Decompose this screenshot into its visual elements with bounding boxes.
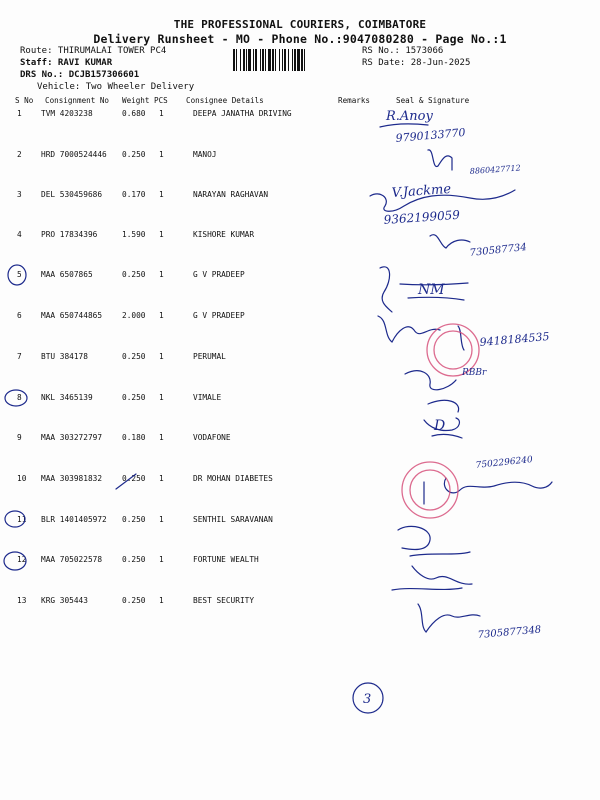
- row-sno: 13: [17, 596, 27, 605]
- barcode-bar: [282, 49, 283, 71]
- row-consignee: BEST SECURITY: [193, 596, 255, 605]
- barcode-image: [232, 49, 354, 71]
- row-consignment: HRD 7000524446: [41, 150, 107, 159]
- barcode-bar: [304, 49, 305, 71]
- rs-date: RS Date: 28-Jun-2025: [362, 58, 471, 68]
- barcode-bar: [272, 49, 274, 71]
- row-sno: 9: [17, 433, 22, 442]
- row-weight: 0.250: [122, 555, 146, 564]
- row-consignment: MAA 303981832: [41, 474, 103, 483]
- row-weight: 0.180: [122, 433, 146, 442]
- barcode-bar: [243, 49, 245, 71]
- table-row: [0, 150, 600, 164]
- table-row: [0, 393, 600, 407]
- company-title: THE PROFESSIONAL COURIERS, COIMBATORE: [173, 18, 427, 31]
- handwritten-name: NM: [418, 282, 445, 298]
- col-pcs: PCS: [154, 96, 168, 105]
- row-pcs: 1: [159, 596, 164, 605]
- barcode-bar: [233, 49, 235, 71]
- barcode-bar: [255, 49, 257, 71]
- row-sno: 6: [17, 311, 22, 320]
- col-remarks: Remarks: [338, 96, 371, 105]
- row-pcs: 1: [159, 555, 164, 564]
- barcode-bar: [248, 49, 251, 71]
- table-row: [0, 109, 600, 123]
- row-consignee: FORTUNE WEALTH: [193, 555, 259, 564]
- table-row: [0, 433, 600, 447]
- signature-stroke: [405, 371, 456, 390]
- row-sno: 10: [17, 474, 27, 483]
- row-consignment: BTU 384178: [41, 352, 88, 361]
- row-consignment: MAA 303272797: [41, 433, 103, 442]
- table-row: [0, 474, 600, 488]
- row-pcs: 1: [159, 433, 164, 442]
- row-sno: 4: [17, 230, 22, 239]
- barcode-bar: [240, 49, 241, 71]
- barcode-bar: [288, 49, 289, 71]
- col-consignment: Consignment No: [45, 96, 110, 105]
- signature-stroke: [398, 526, 430, 549]
- row-sno: 11: [17, 515, 27, 524]
- barcode-bar: [265, 49, 266, 71]
- col-sno: S No: [15, 96, 34, 105]
- drs-label: DRS No.: DCJB157306601: [20, 70, 140, 80]
- barcode-bar: [275, 49, 276, 71]
- row-sno: 5: [17, 270, 22, 279]
- handwritten-phone: 730587734: [469, 242, 528, 259]
- row-consignee: SENTHIL SARAVANAN: [193, 515, 273, 524]
- staff-label: Staff: RAVI KUMAR: [20, 58, 113, 68]
- table-row: [0, 555, 600, 569]
- handwritten-phone: 9418184535: [479, 329, 550, 349]
- col-consignee: Consignee Details: [186, 96, 264, 105]
- table-row: [0, 190, 600, 204]
- row-consignee: G V PRADEEP: [193, 311, 245, 320]
- handwritten-phone: 7502296240: [475, 455, 534, 471]
- barcode-bar: [301, 49, 303, 71]
- barcode-bar: [253, 49, 254, 71]
- handwritten-phone: 9790133770: [395, 125, 466, 145]
- table-row: [0, 270, 600, 284]
- barcode-bar: [260, 49, 261, 71]
- row-weight: 2.000: [122, 311, 146, 320]
- signature-stroke: [392, 588, 462, 590]
- route-label: Route: THIRUMALAI TOWER PC4: [20, 46, 167, 56]
- row-sno: 12: [17, 555, 27, 564]
- row-sno: 7: [17, 352, 22, 361]
- row-pcs: 1: [159, 150, 164, 159]
- row-weight: 0.250: [122, 393, 146, 402]
- row-pcs: 1: [159, 352, 164, 361]
- barcode-bar: [279, 49, 280, 71]
- handwritten-name: RBBr: [462, 368, 487, 378]
- row-sno: 2: [17, 150, 22, 159]
- signature-stroke: [380, 124, 428, 127]
- handwritten-page-number: 3: [363, 692, 372, 707]
- row-weight: 0.250: [122, 515, 146, 524]
- row-consignment: DEL 530459686: [41, 190, 103, 199]
- row-weight: 0.250: [122, 270, 146, 279]
- table-row: [0, 596, 600, 610]
- row-consignment: MAA 650744865: [41, 311, 103, 320]
- vehicle-label: Vehicle: Two Wheeler Delivery: [37, 82, 195, 92]
- handwritten-mark: D: [434, 418, 446, 434]
- row-consignee: G V PRADEEP: [193, 270, 245, 279]
- row-consignee: MANOJ: [193, 150, 217, 159]
- row-consignee: VIMALE: [193, 393, 222, 402]
- signature-stroke: [458, 326, 464, 350]
- barcode-bar: [292, 49, 293, 71]
- handwritten-phone: 8860427712: [469, 163, 521, 176]
- barcode-bar: [294, 49, 296, 71]
- handwritten-phone: 7305877348: [477, 624, 542, 641]
- row-weight: 0.250: [122, 596, 146, 605]
- row-consignee: NARAYAN RAGHAVAN: [193, 190, 269, 199]
- barcode-bar: [284, 49, 286, 71]
- row-pcs: 1: [159, 109, 164, 118]
- page-mark-circle: [353, 683, 383, 713]
- round-stamp: [427, 324, 479, 376]
- row-pcs: 1: [159, 474, 164, 483]
- row-consignment: MAA 6507865: [41, 270, 93, 279]
- row-pcs: 1: [159, 270, 164, 279]
- handwritten-phone: 9362199059: [383, 207, 461, 227]
- barcode-bar: [297, 49, 300, 71]
- row-weight: 0.680: [122, 109, 146, 118]
- row-weight: 0.250: [122, 474, 146, 483]
- handwritten-name: V.Jackme: [391, 181, 452, 201]
- row-consignment: NKL 3465139: [41, 393, 93, 402]
- row-pcs: 1: [159, 311, 164, 320]
- row-pcs: 1: [159, 230, 164, 239]
- table-row: [0, 311, 600, 325]
- row-sno: 8: [17, 393, 22, 402]
- row-sno: 3: [17, 190, 22, 199]
- row-consignee: DR MOHAN DIABETES: [193, 474, 273, 483]
- row-weight: 0.250: [122, 150, 146, 159]
- round-stamp: [402, 462, 458, 518]
- row-consignee: VODAFONE: [193, 433, 231, 442]
- rs-number: RS No.: 1573066: [362, 46, 444, 56]
- handwritten-name: R.Anoy: [386, 109, 433, 124]
- row-weight: 0.250: [122, 352, 146, 361]
- col-seal-signature: Seal & Signature: [396, 96, 470, 105]
- row-consignment: BLR 1401405972: [41, 515, 107, 524]
- row-consignee: KISHORE KUMAR: [193, 230, 255, 239]
- table-row: [0, 515, 600, 529]
- row-consignment: KRG 305443: [41, 596, 88, 605]
- signature-stroke: [408, 297, 464, 300]
- table-row: [0, 230, 600, 244]
- table-row: [0, 352, 600, 366]
- row-pcs: 1: [159, 190, 164, 199]
- col-weight: Weight: [122, 96, 150, 105]
- row-pcs: 1: [159, 515, 164, 524]
- barcode-bar: [246, 49, 247, 71]
- row-sno: 1: [17, 109, 22, 118]
- runsheet-subtitle: Delivery Runsheet - MO - Phone No.:9047080280 - Page No.:1: [93, 32, 507, 46]
- row-consignee: PERUMAL: [193, 352, 226, 361]
- row-pcs: 1: [159, 393, 164, 402]
- row-consignment: TVM 4203238: [41, 109, 93, 118]
- row-consignee: DEEPA JANATHA DRIVING: [193, 109, 292, 118]
- row-consignment: MAA 705022578: [41, 555, 103, 564]
- barcode-bar: [236, 49, 237, 71]
- row-weight: 0.170: [122, 190, 146, 199]
- row-weight: 1.590: [122, 230, 146, 239]
- barcode-bar: [262, 49, 264, 71]
- signature-stroke: [424, 418, 459, 431]
- barcode-bar: [268, 49, 271, 71]
- row-consignment: PRO 17834396: [41, 230, 98, 239]
